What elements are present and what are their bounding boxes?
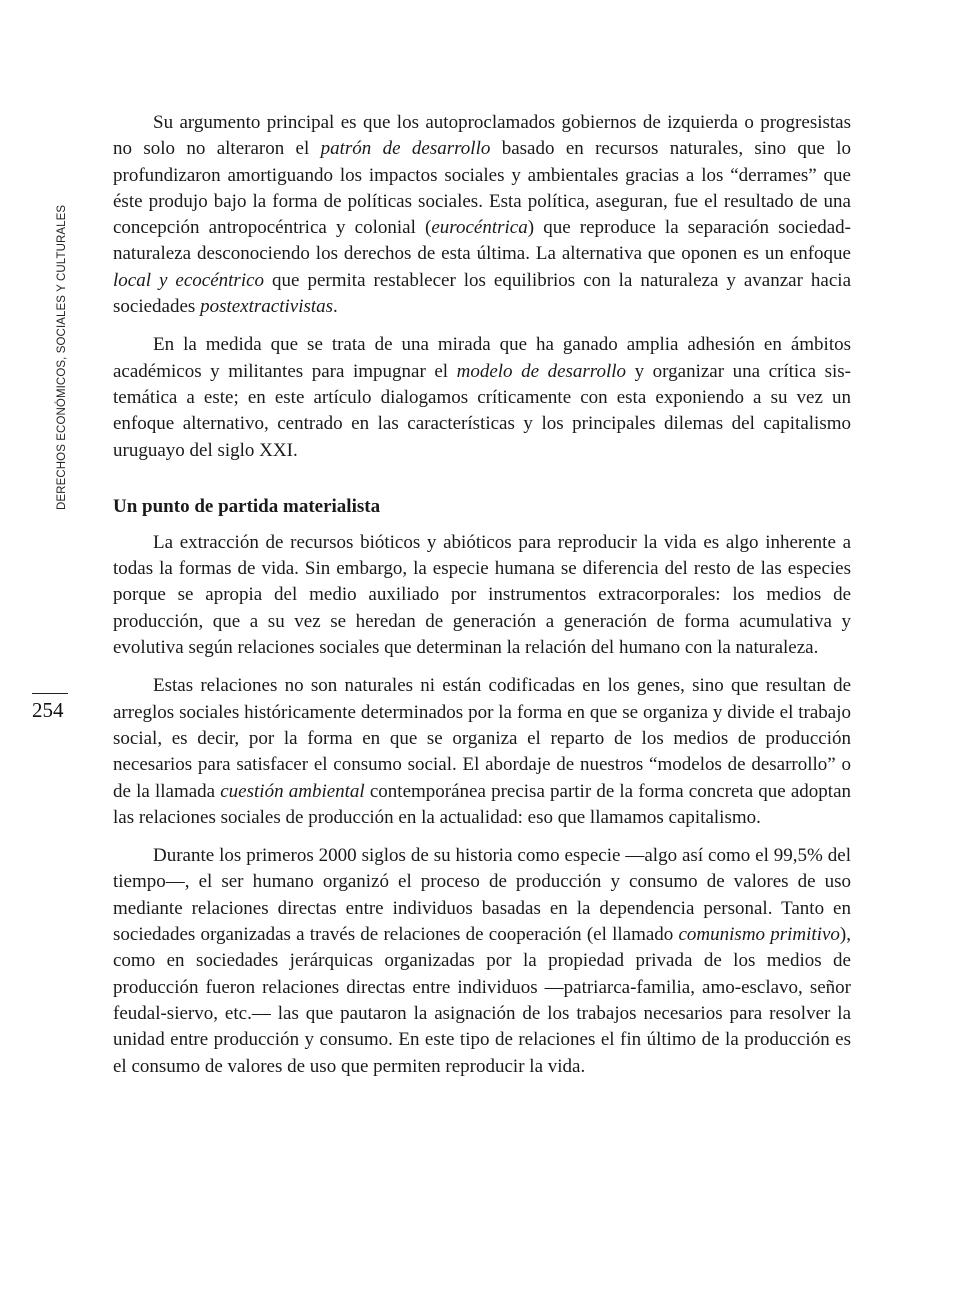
text-run: basado en recursos naturales, sino que lo profundizaron amortiguando los impactos sociales y ambientales gracias a los “derrames” que éste produjo bajo la forma de políticas sociales. Esta política, aseguran, fue el resultado de una concepción antropocéntrica y colonial (	[113, 138, 851, 239]
paragraph	[113, 530, 851, 661]
text-run: .	[333, 296, 338, 318]
text-run: La extracción de recursos bióticos y abióticos para reproducir la vida es algo inherente a todas la formas de vida. Sin embargo, la especie humana se diferencia del resto de las especies porque se apropia del medio auxiliado por instrumentos extracorporales: los medios de producción, que a su vez se heredan de generación a generación de forma acumulativa y evolutiva según relaciones sociales que determinan la relación del humano con la naturaleza.	[113, 531, 851, 659]
paragraph	[113, 110, 851, 320]
italic-text: local y ecocéntrico	[113, 269, 265, 291]
text-run: En la medida que se trata de una mirada que ha ganado amplia adhesión en ámbitos académicos y militantes para impugnar el	[113, 334, 851, 382]
text-run: Su argumento principal es que los autoproclamados gobiernos de izquierda o progresistas no solo no alteraron el	[113, 112, 851, 160]
text-run: ) que reproduce la separación sociedad-naturaleza desconociendo los derechos de esta última. La alternativa que oponen es un enfoque	[113, 217, 851, 265]
page-number: 254	[32, 698, 64, 722]
italic-text: comunismo primitivo	[678, 924, 840, 946]
italic-text: postextractivistas	[200, 296, 334, 318]
paragraph	[113, 332, 851, 463]
paragraph	[113, 673, 851, 831]
section-heading: Un punto de partida materialista	[113, 495, 381, 517]
text-run: que permita restablecer los equilibrios con la naturaleza y avanzar hacia sociedades	[113, 269, 852, 318]
text-run: y organizar una crítica sistemática a este; en este artículo dialogamos críticamente con esta exponiendo a su vez un enfoque alternativo, centrado en las características y los principales dilemas del capitalismo uruguayo del siglo XXI.	[113, 360, 851, 461]
italic-text: eurocéntrica	[431, 217, 528, 239]
text-run: contemporánea precisa partir de la forma concreta que adoptan las relaciones sociales de producción en la actualidad: eso que llamamos capitalismo.	[113, 780, 852, 828]
italic-text: cuestión ambiental	[220, 780, 365, 802]
body-text	[113, 110, 851, 1092]
paragraph	[113, 843, 851, 1080]
running-head: DERECHOS ECONÓMICOS, SOCIALES Y CULTURALES	[56, 204, 68, 510]
text-run: ), como en sociedades jerárquicas organizadas por la propiedad privada de los medios de producción fueron relaciones directas entre individuos —patriarca-familia, amo-esclavo, señor feudal-siervo, etc.— las que pautaron la asignación de los trabajos necesarios para resolver la unidad entre producción y consumo. En este tipo de relaciones el fin último de la producción es el consumo de valores de uso que permiten reproducir la vida.	[113, 924, 851, 1077]
page-number-rule	[32, 693, 68, 694]
italic-text: modelo de desarrollo	[456, 360, 627, 382]
italic-text: patrón de desarrollo	[320, 138, 491, 160]
text-run: Estas relaciones no son naturales ni están codificadas en los genes, sino que resultan de arreglos sociales históricamente determinados por la forma en que se organiza y divide el trabajo social, es decir, por la forma en que se organiza el reparto de los medios de producción necesarios para satisfacer el consumo social. El abordaje de nuestros “modelos de desarrollo” o de la llamada	[113, 675, 851, 802]
text-run: Durante los primeros 2000 siglos de su historia como especie —algo así como el 99,5% del tiempo—, el ser humano organizó el proceso de producción y consumo de valores de uso mediante relaciones directas entre individuos basadas en la dependencia personal. Tanto en sociedades organizadas a través de relaciones de cooperación (el llamado	[113, 845, 851, 946]
